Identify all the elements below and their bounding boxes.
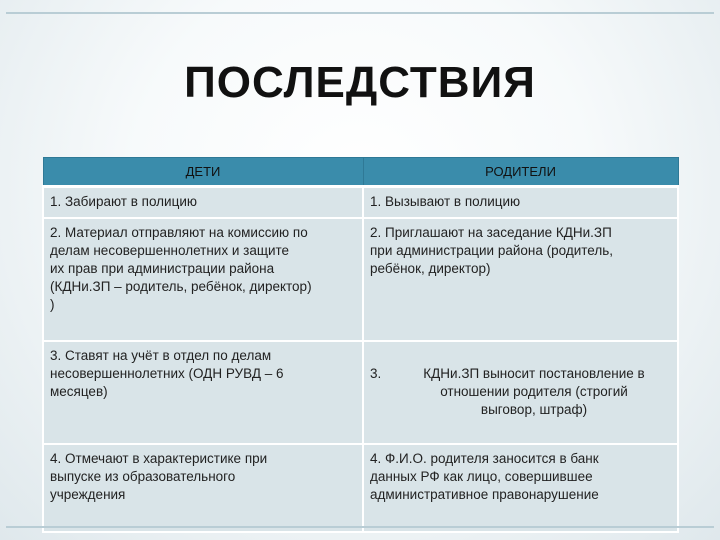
- cell-parents: 1. Вызывают в полицию: [363, 187, 678, 219]
- item-text: КДНи.ЗП выносит постановление в отношении родителя (строгий выговор, штраф): [423, 366, 645, 417]
- page-title: ПОСЛЕДСТВИЯ: [184, 58, 536, 107]
- table-header-row: [43, 158, 678, 187]
- table-row: [43, 444, 678, 532]
- cell-parents: 4. Ф.И.О. родителя заносится в банк данных РФ как лицо, совершившее административное правонарушение: [363, 444, 678, 532]
- top-divider: [6, 12, 714, 14]
- column-header-children: ДЕТИ: [43, 158, 363, 187]
- column-header-parents: РОДИТЕЛИ: [363, 158, 678, 187]
- bottom-divider: [6, 526, 714, 528]
- table-row: [43, 218, 678, 341]
- numbered-item: [370, 365, 672, 419]
- cell-parents: [363, 341, 678, 444]
- cell-children: 2. Материал отправляют на комиссию по делам несовершеннолетних и защите их прав при администрации района (КДНи.ЗП – родитель, ребёнок, директор) ): [43, 218, 363, 341]
- consequences-table: [42, 157, 679, 533]
- cell-children: 1. Забирают в полицию: [43, 187, 363, 219]
- cell-children: 4. Отмечают в характеристике при выпуске из образовательного учреждения: [43, 444, 363, 532]
- item-number: 3.: [370, 366, 382, 381]
- table-row: [43, 187, 678, 219]
- cell-parents: 2. Приглашают на заседание КДНи.ЗП при администрации района (родитель, ребёнок, директор): [363, 218, 678, 341]
- cell-children: 3. Ставят на учёт в отдел по делам несовершеннолетних (ОДН РУВД – 6 месяцев): [43, 341, 363, 444]
- table-row: [43, 341, 678, 444]
